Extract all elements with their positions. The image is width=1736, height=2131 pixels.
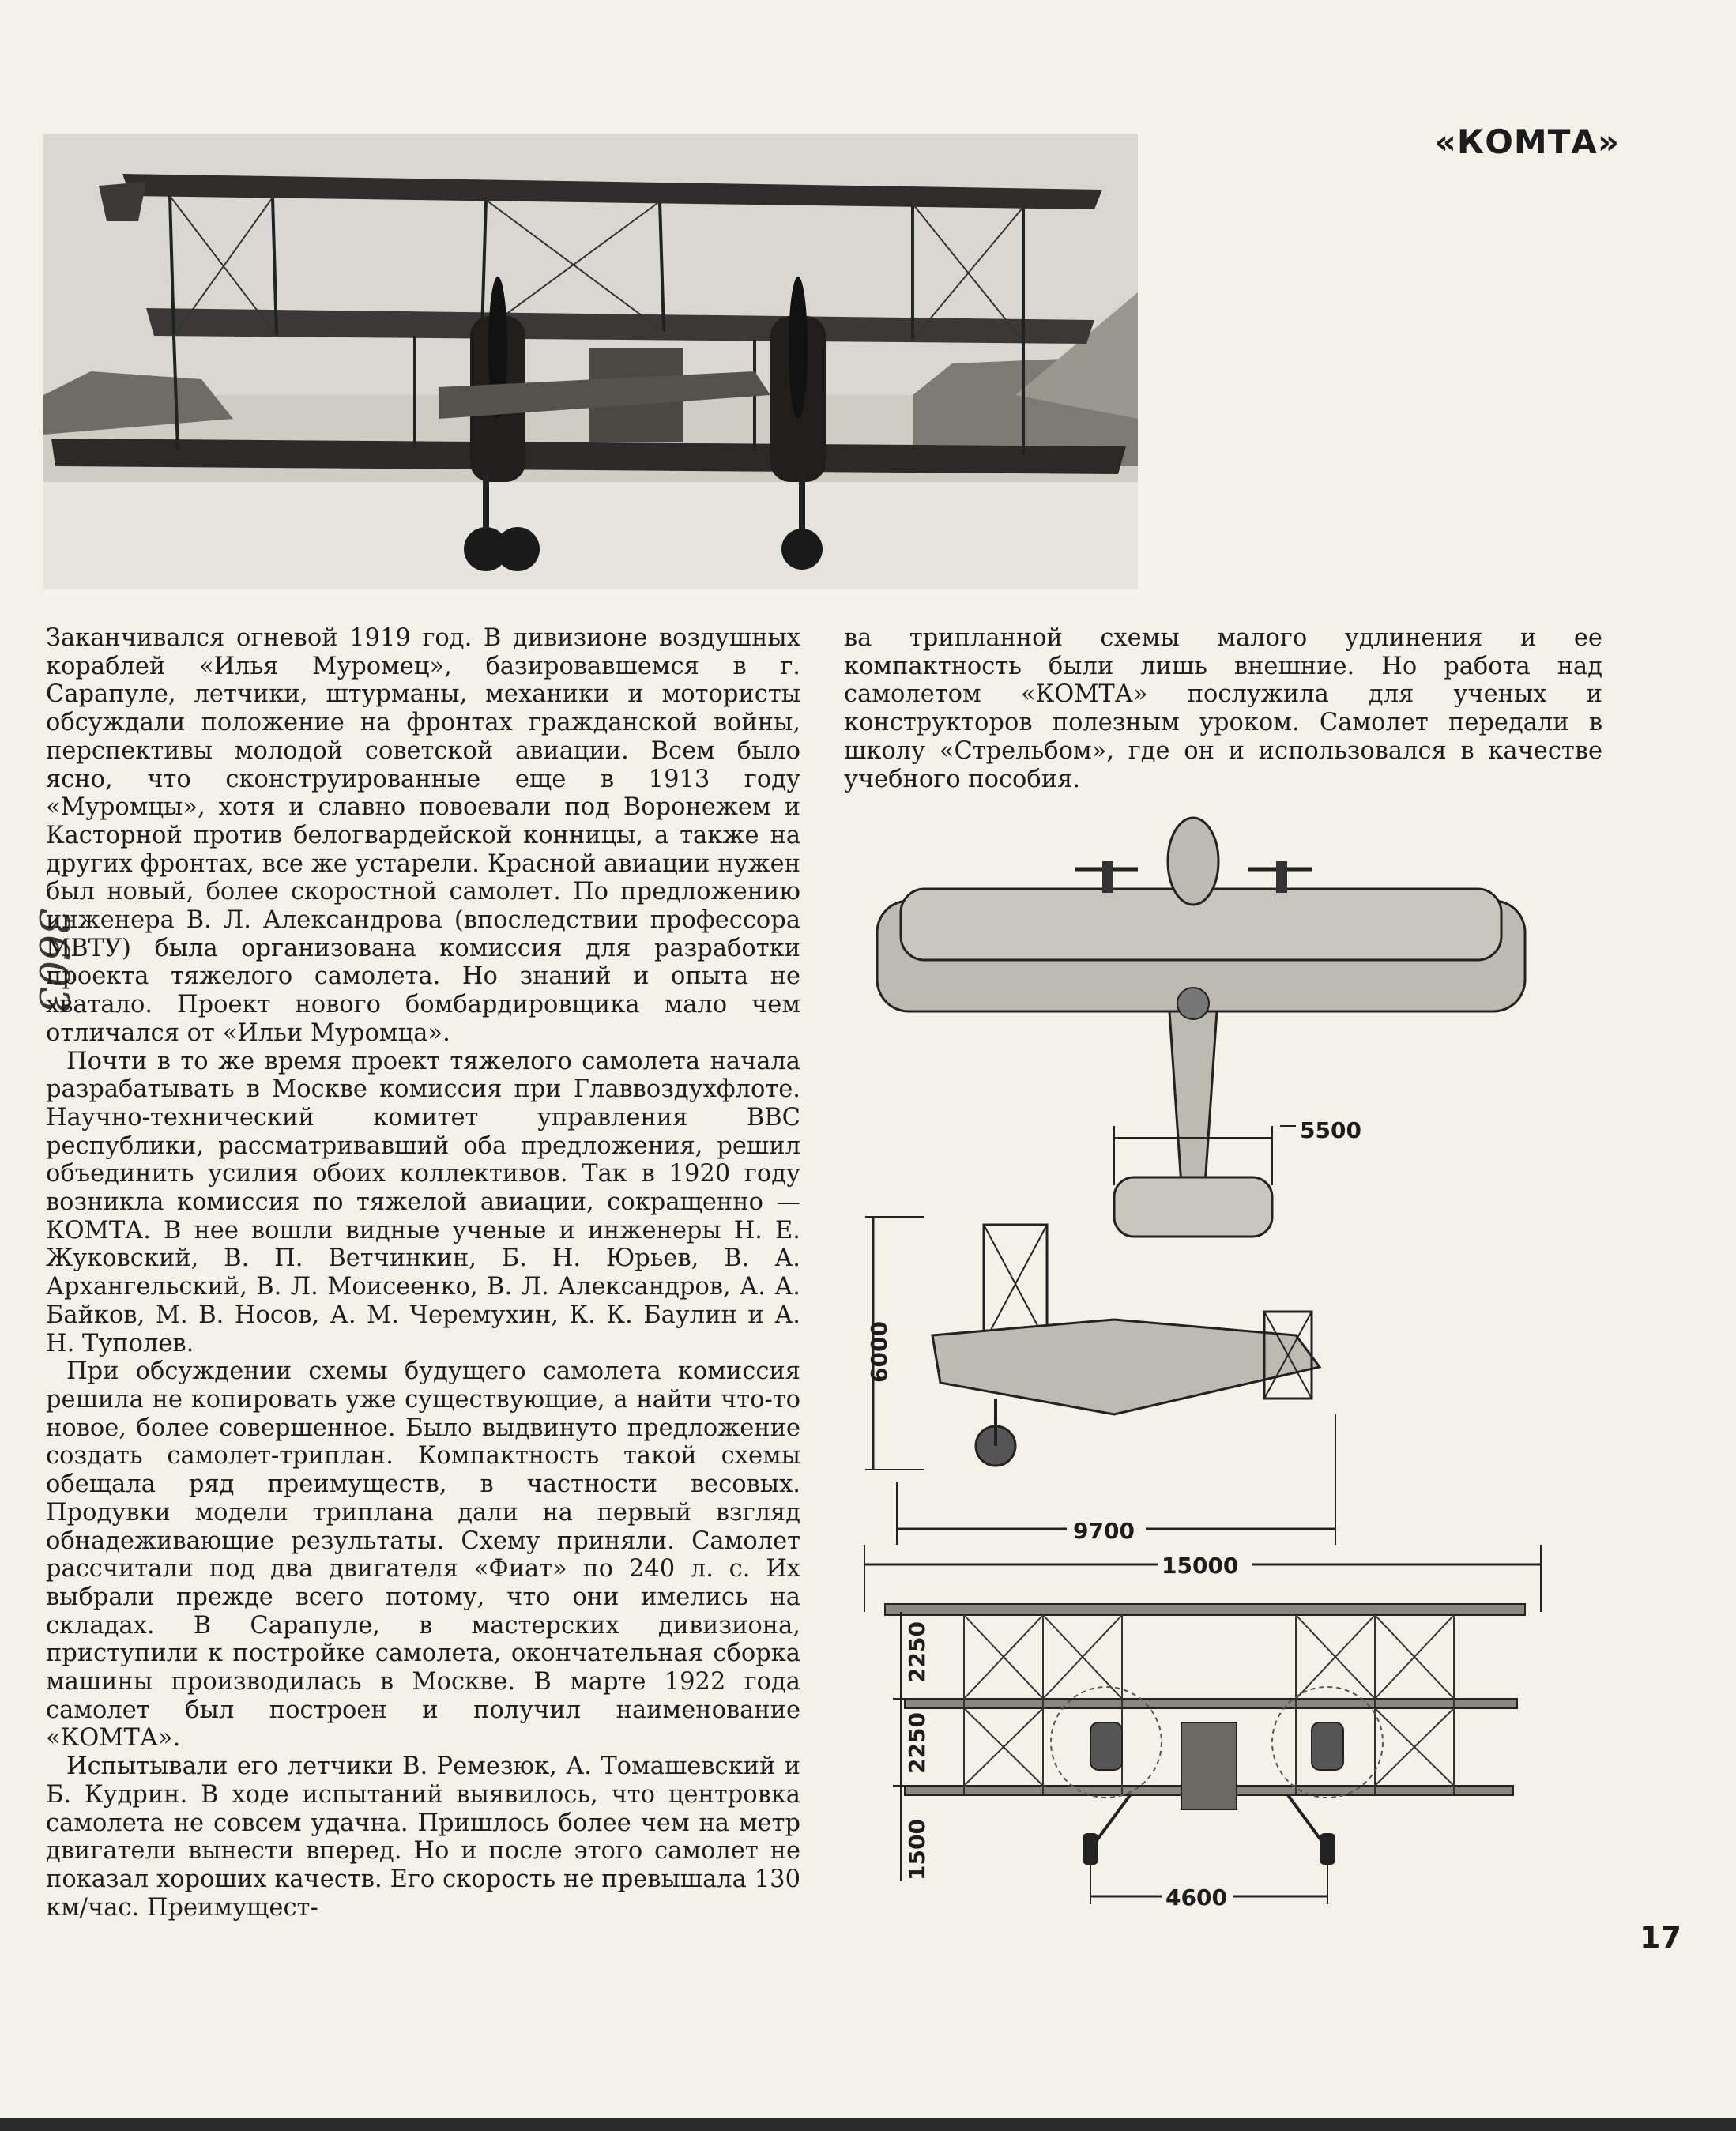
- page-number: 17: [1640, 1920, 1681, 1955]
- paragraph: ва трипланной схемы малого удлинения и ее компактность были лишь внешние. Но работа над самолетом «КОМТА» послужила для ученых и конструкторов полезным уроком. Самолет передали в школу «Стрельбом», где он и использовался в качестве учебного пособия.: [844, 624, 1602, 793]
- side-height-dimension: 6000: [866, 1321, 892, 1383]
- article-left-column: [46, 624, 800, 1922]
- article-title: «КОМТА»: [1434, 122, 1620, 161]
- front-upper-gap-dimension: 2250: [904, 1621, 930, 1683]
- front-span-dimension: 15000: [1162, 1553, 1239, 1579]
- front-view-drawing: [864, 1545, 1541, 1911]
- paragraph: Испытывали его летчики В. Ремезюк, А. Томашевский и Б. Кудрин. В ходе испытаний выявилось, что центровка самолета не совсем удачна. Пришлось более чем на метр двигатели вынести вперед. Но и после этого самолет не показал хороших качеств. Его скорость не превышала 130 км/час. Преимущест-: [46, 1753, 800, 1922]
- paragraph: При обсуждении схемы будущего самолета комиссия решила не копировать уже существующие, а найти что-то новое, более совершенное. Было выдвинуто предложение создать самолет-триплан. Компактность такой схемы обещала ряд преимуществ, в частности весовых. Продувки модели триплана дали на первый взгляд обнадеживающие результаты. Схему приняли. Самолет рассчитали под два двигателя «Фиат» по 240 л. с. Их выбрали прежде всего потому, что они имелись на складах. В Сарапуле, в мастерских дивизиона, приступили к постройке самолета, окончательная сборка машины производилась в Москве. В марте 1922 года самолет был построен и получил наименование «КОМТА».: [46, 1357, 800, 1753]
- bottom-edge: [0, 2118, 1736, 2131]
- top-view-dimension: 5500: [1300, 1117, 1361, 1143]
- front-track-dimension: 4600: [1165, 1884, 1227, 1911]
- side-length-dimension: 9700: [1073, 1518, 1135, 1544]
- paragraph: Почти в то же время проект тяжелого самолета начала разрабатывать в Москве комиссия при Главвоздухфлоте. Научно-технический комитет управления ВВС республики, рассматривавший оба предложения, решил объединить усилия обоих коллективов. Так в 1920 году возникла комиссия по тяжелой авиации, сокращенно — КОМТА. В нее вошли видные ученые и инженеры Н. Е. Жуковский, В. П. Ветчинкин, Б. Н. Юрьев, В. А. Архангельский, В. Л. Моисеенко, В. Л. Александров, А. А. Байков, М. В. Носов, А. М. Черемухин, К. К. Баулин и А. Н. Туполев.: [46, 1047, 800, 1357]
- article-right-column: [844, 624, 1602, 793]
- paragraph: Заканчивался огневой 1919 год. В дивизионе воздушных кораблей «Илья Муромец», базировавшемся в г. Сарапуле, летчики, штурманы, механики и мотористы обсуждали положение на фронтах гражданской войны, перспективы молодой советской авиации. Всем было ясно, что сконструированные еще в 1913 году «Муромцы», хотя и славно повоевали под Воронежем и Касторной против белогвардейской конницы, а также на других фронтах, все же устарели. Красной авиации нужен был новый, более скоростной самолет. По предложению инженера В. Л. Александрова (впоследствии профессора МВТУ) была организована комиссия для разработки проекта тяжелого самолета. Но знаний и опыта не хватало. Проект нового бомбардировщика мало чем отличался от «Ильи Муромца».: [46, 624, 800, 1047]
- top-view-drawing: [877, 818, 1525, 1237]
- front-lower-gap-dimension: 2250: [904, 1712, 930, 1774]
- side-view-drawing: [865, 1217, 1335, 1545]
- technical-drawings: [853, 814, 1565, 1920]
- margin-note-text: 3603: [29, 909, 77, 1014]
- triplane-photo: [43, 134, 1138, 589]
- front-gear-height-dimension: 1500: [904, 1819, 930, 1881]
